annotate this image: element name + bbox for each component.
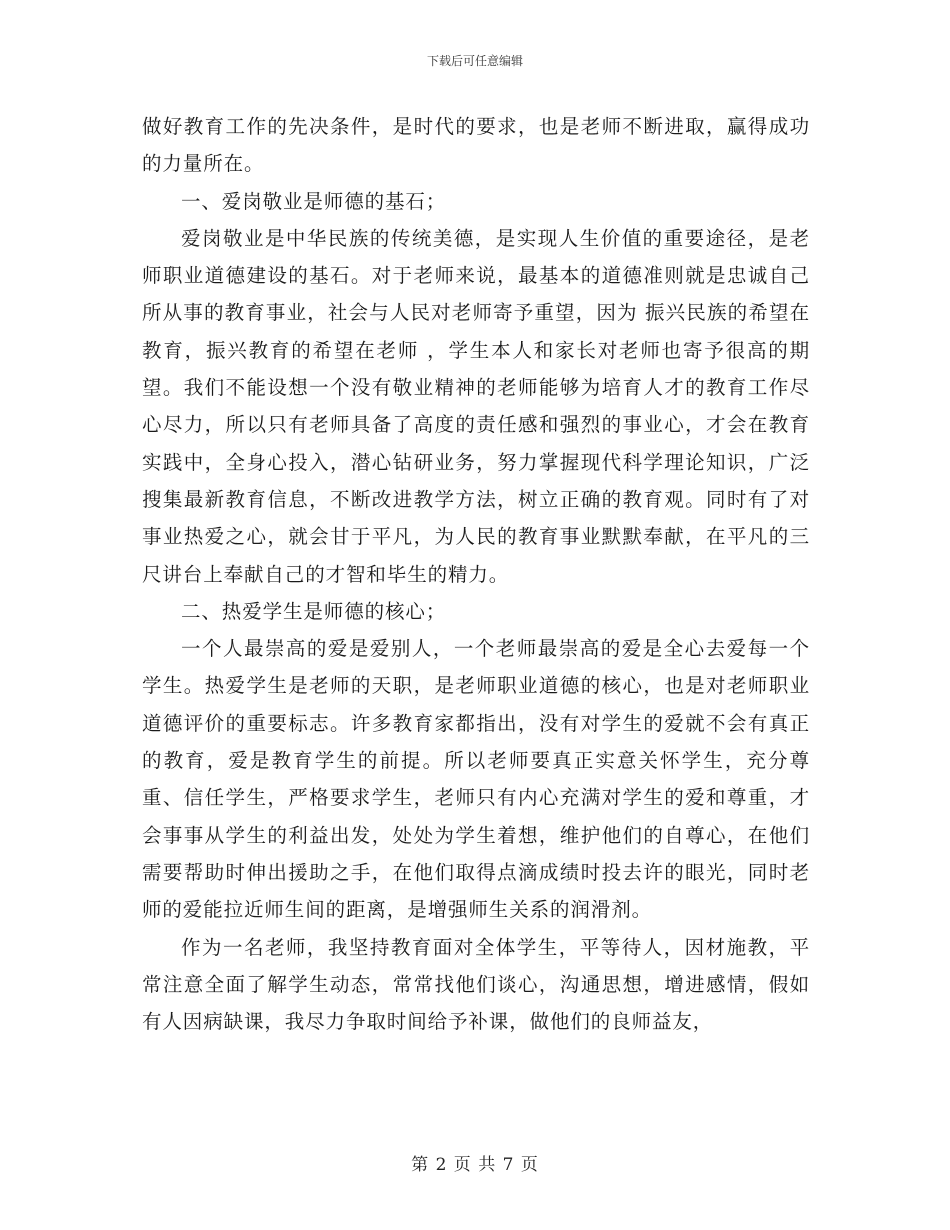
page-header: 下载后可任意编辑	[426, 54, 523, 68]
paragraph-section-1: 爱岗敬业是中华民族的传统美德，是实现人生价值的重要途径，是老师职业道德建设的基石。对于老师来说，最基本的道德准则就是忠诚自己所从事的教育事业，社会与人民对老师寄予重望，因为 振兴民族的希望在教育，振兴教育的希望在老师 ，学生本人和家长对老师也寄予很高的期望。我们不能设想一个没有敬业精神的老师能够为培育人才的教育工作尽心尽力，所以只有老师具备了高度的责任感和强烈的事业心，才会在教育实践中，全身心投入，潜心钻研业务，努力掌握现代科学理论知识，广泛搜集最新教育信息，不断改进教学方法，树立正确的教育观。同时有了对事业热爱之心，就会甘于平凡，为人民的教育事业默默奉献，在平凡的三尺讲台上奉献自己的才智和毕生的精力。	[142, 226, 810, 586]
section-heading-2: 二、热爱学生是师德的核心；	[181, 599, 447, 623]
section-heading-1: 一、爱岗敬业是师德的基石；	[181, 189, 447, 213]
document-body	[142, 108, 810, 1040]
paragraph-continuation: 做好教育工作的先决条件，是时代的要求，也是老师不断进取，赢得成功的力量所在。	[142, 115, 810, 176]
paragraph-section-2-continued: 作为一名老师，我坚持教育面对全体学生，平等待人，因材施教，平常注意全面了解学生动态，常常找他们谈心，沟通思想，增进感情，假如有人因病缺课，我尽力争取时间给予补课，做他们的良师益友，	[142, 935, 810, 1034]
paragraph-section-2: 一个人最崇高的爱是爱别人，一个老师最崇高的爱是全心去爱每一个学生。热爱学生是老师的天职，是老师职业道德的核心，也是对老师职业道德评价的重要标志。许多教育家都指出，没有对学生的爱就不会有真正的教育，爱是教育学生的前提。所以老师要真正实意关怀学生，充分尊重、信任学生，严格要求学生，老师只有内心充满对学生的爱和尊重，才会事事从学生的利益出发，处处为学生着想，维护他们的自尊心，在他们需要帮助时伸出援助之手，在他们取得点滴成绩时投去许的眼光，同时老师的爱能拉近师生间的距离，是增强师生关系的润滑剂。	[142, 637, 810, 922]
page-footer: 第 2 页 共 7 页	[411, 1155, 539, 1175]
